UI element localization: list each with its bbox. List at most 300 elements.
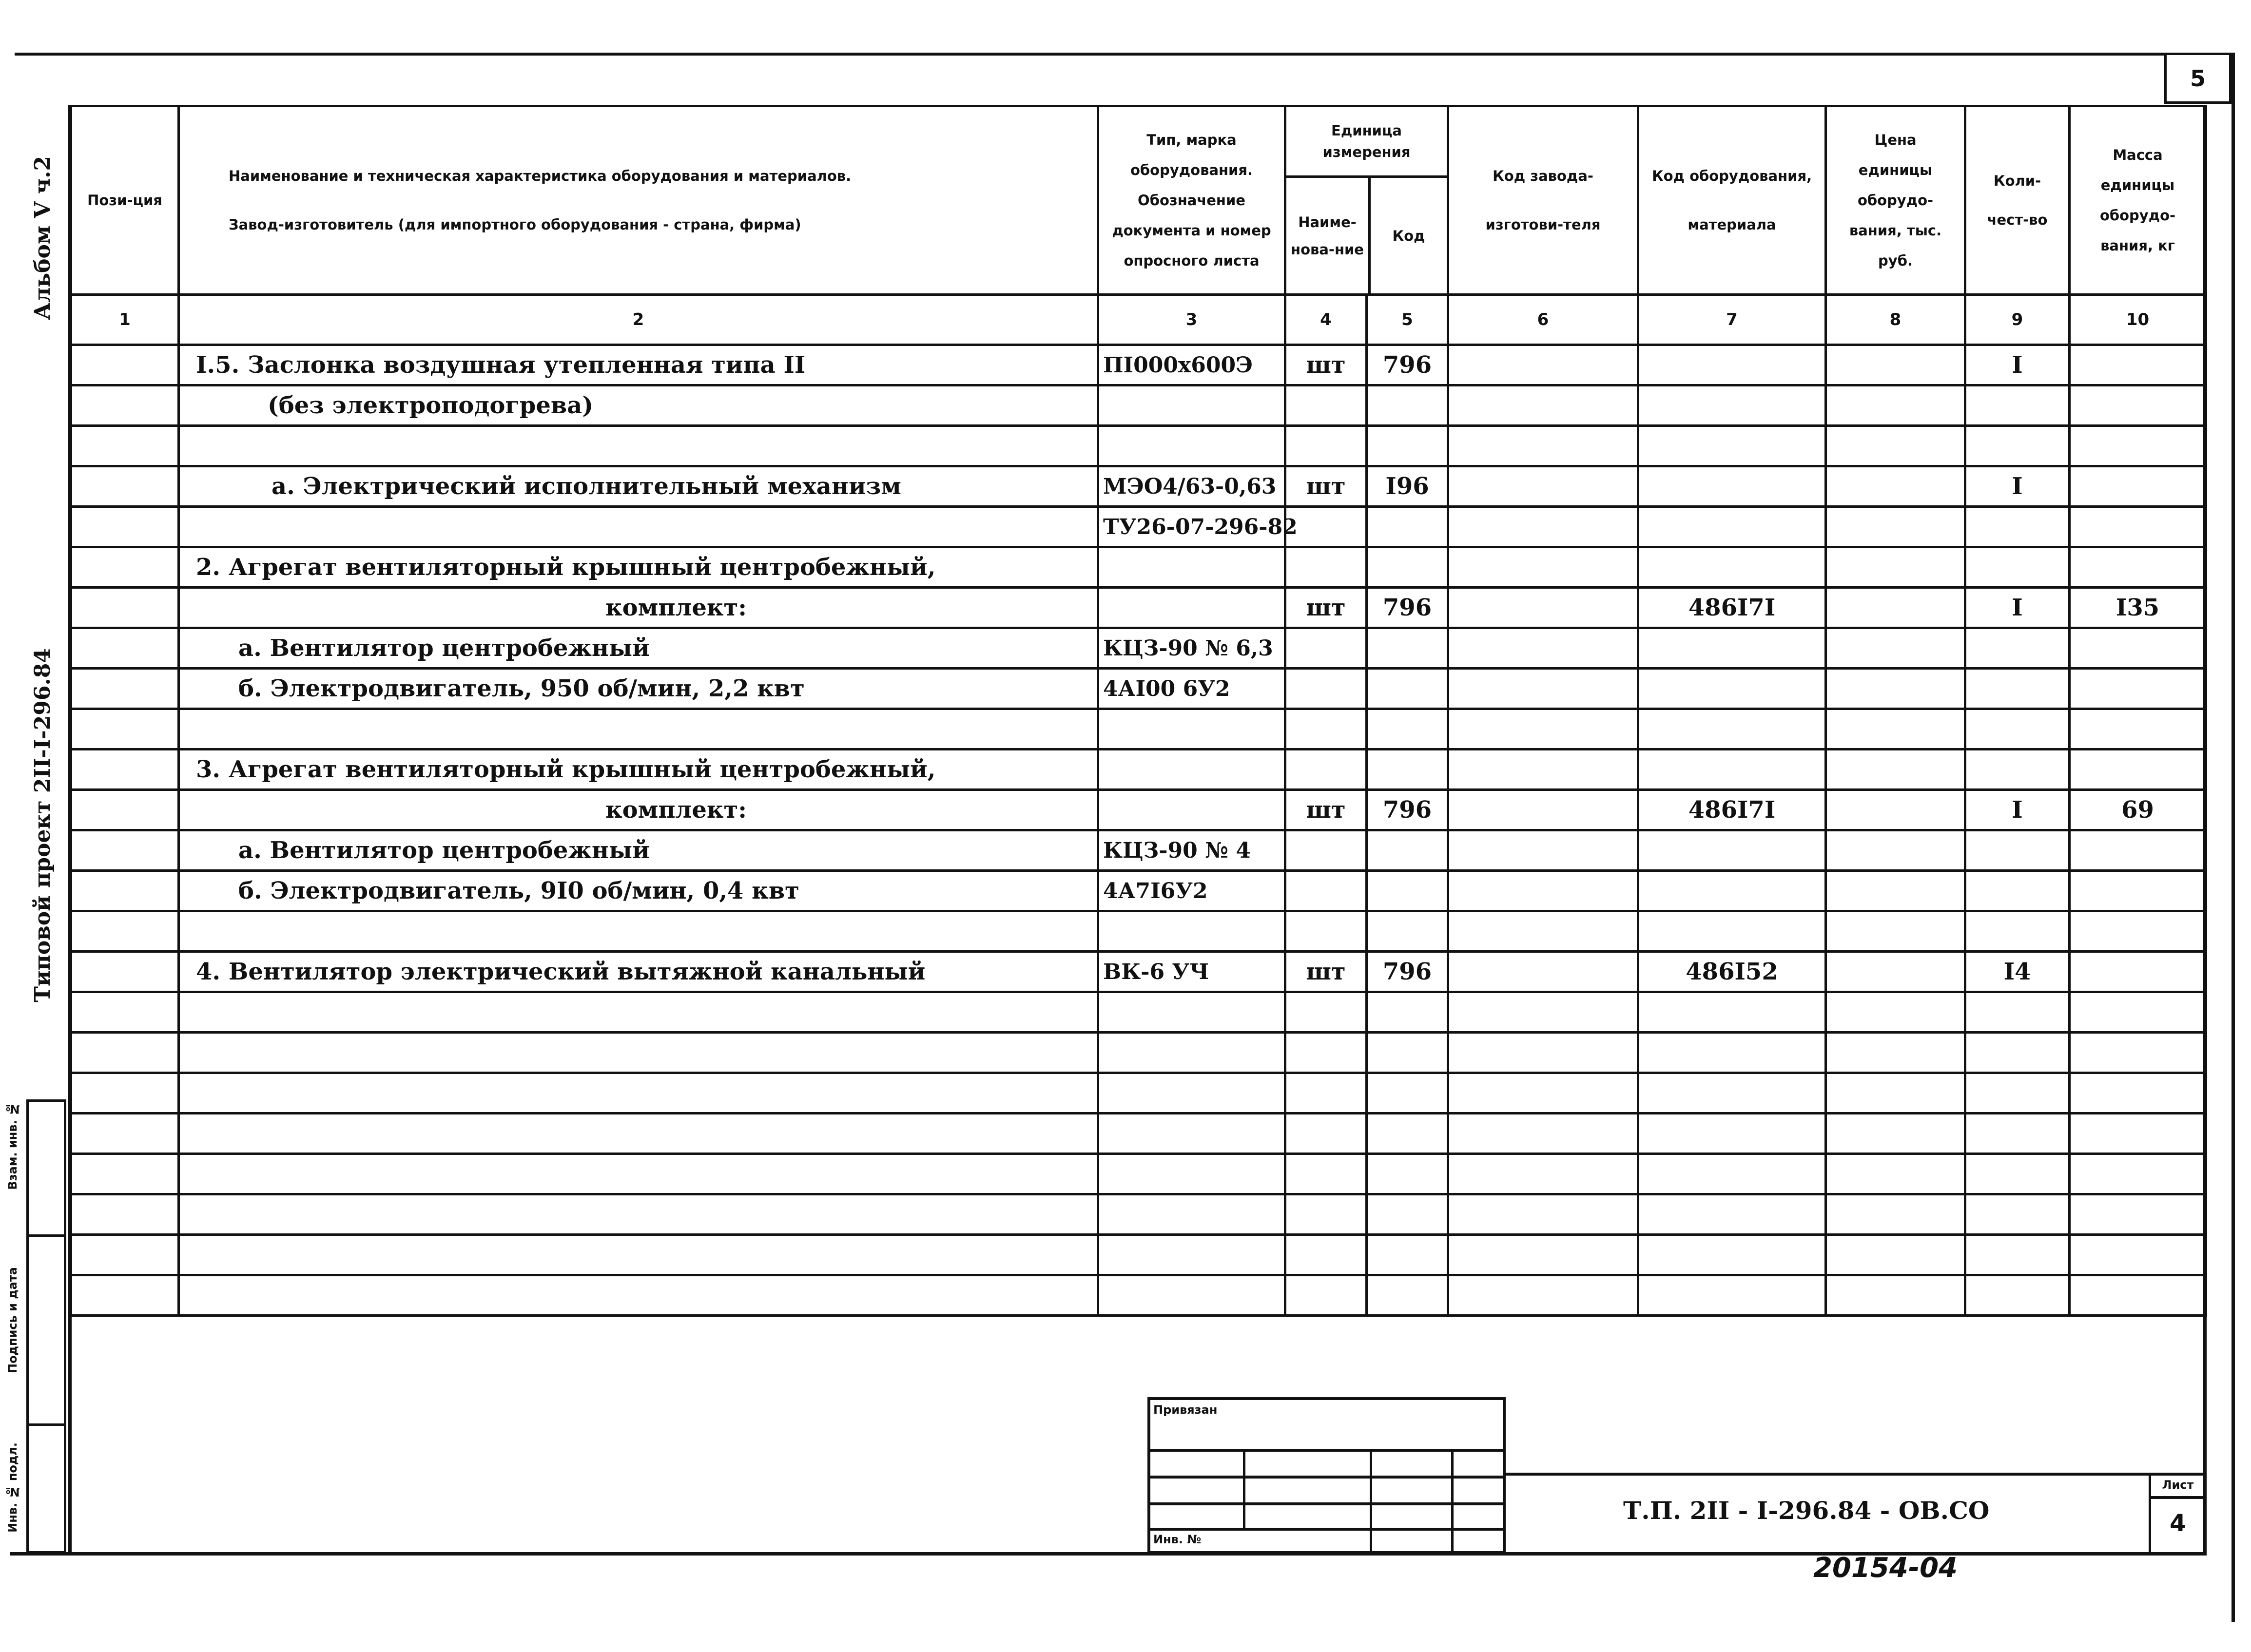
- cell-col-1: [71, 385, 179, 426]
- cell-col-7: [1638, 911, 1826, 952]
- column-number-row: [71, 295, 2206, 345]
- header-name-line1: Наименование и техническая характеристика оборудования и материалов.: [229, 168, 852, 184]
- table-row: [71, 1154, 2206, 1194]
- cell-col-2: б. Электродвигатель, 9I0 об/мин, 0,4 квт: [179, 871, 1098, 911]
- header-row: [71, 106, 2206, 295]
- column-number-2: 2: [179, 295, 1098, 345]
- cell-col-2: комплект:: [179, 790, 1098, 830]
- cell-col-10: [2070, 1194, 2206, 1235]
- cell-col-3: [1098, 1194, 1285, 1235]
- cell-col-3: [1098, 1073, 1285, 1114]
- cell-col-7: 486I7I: [1638, 588, 1826, 628]
- cell-col-5: [1367, 426, 1448, 466]
- cell-col-4: [1285, 830, 1367, 871]
- cell-col-6: [1448, 871, 1638, 911]
- cell-col-1: [71, 1154, 179, 1194]
- cell-col-9: I: [1965, 466, 2070, 507]
- column-number-5: 5: [1367, 295, 1448, 345]
- cell-col-8: [1826, 830, 1965, 871]
- column-number-1: 1: [71, 295, 179, 345]
- cell-col-4: [1285, 1235, 1367, 1275]
- cell-col-3: ПI000x600Э: [1098, 345, 1285, 385]
- cell-col-1: [71, 466, 179, 507]
- cell-col-4: [1285, 426, 1367, 466]
- cell-col-5: [1367, 911, 1448, 952]
- header-equipment-code: Код оборудования, материала: [1638, 106, 1826, 295]
- cell-col-1: [71, 911, 179, 952]
- cell-col-6: [1448, 709, 1638, 749]
- side-stamp-divider: [29, 1423, 64, 1426]
- cell-col-10: [2070, 1154, 2206, 1194]
- cell-col-10: [2070, 669, 2206, 709]
- cell-col-4: [1285, 871, 1367, 911]
- cell-col-4: [1285, 1114, 1367, 1154]
- cell-col-9: [1965, 1033, 2070, 1073]
- cell-col-8: [1826, 992, 1965, 1033]
- specification-table: [70, 105, 2207, 1317]
- cell-col-6: [1448, 749, 1638, 790]
- cell-col-2: І.5. Заслонка воздушная утепленная типа II: [179, 345, 1098, 385]
- cell-col-7: 486I7I: [1638, 790, 1826, 830]
- cell-col-10: [2070, 952, 2206, 992]
- column-number-4: 4: [1285, 295, 1367, 345]
- cell-col-8: [1826, 345, 1965, 385]
- cell-col-2: (без электроподогрева): [179, 385, 1098, 426]
- cell-col-1: [71, 952, 179, 992]
- cell-col-2: [179, 426, 1098, 466]
- cell-col-3: [1098, 709, 1285, 749]
- cell-col-9: [1965, 709, 2070, 749]
- table-row: [71, 952, 2206, 992]
- table-row: [71, 466, 2206, 507]
- cell-col-10: [2070, 1033, 2206, 1073]
- cell-col-8: [1826, 466, 1965, 507]
- sheet-number: 4: [2170, 1510, 2186, 1537]
- cell-col-1: [71, 790, 179, 830]
- cell-col-5: 796: [1367, 345, 1448, 385]
- cell-col-6: [1448, 790, 1638, 830]
- cell-col-2: комплект:: [179, 588, 1098, 628]
- column-number-9: 9: [1965, 295, 2070, 345]
- cell-col-5: [1367, 1033, 1448, 1073]
- inv-label: Инв. №: [1153, 1533, 1202, 1546]
- cell-col-2: а. Электрический исполнительный механизм: [179, 466, 1098, 507]
- header-unit-name: Наиме-нова-ние: [1286, 178, 1371, 293]
- table-row: [71, 790, 2206, 830]
- cell-col-6: [1448, 1073, 1638, 1114]
- cell-col-2: [179, 1275, 1098, 1316]
- bound-label: Привязан: [1153, 1403, 1218, 1417]
- header-manufacturer-code: Код завода-изготови-теля: [1448, 106, 1638, 295]
- cell-col-6: [1448, 426, 1638, 466]
- table-row: [71, 871, 2206, 911]
- cell-col-10: [2070, 709, 2206, 749]
- cell-col-3: [1098, 1114, 1285, 1154]
- cell-col-9: I: [1965, 588, 2070, 628]
- cell-col-7: [1638, 426, 1826, 466]
- cell-col-6: [1448, 830, 1638, 871]
- cell-col-6: [1448, 628, 1638, 669]
- cell-col-7: [1638, 830, 1826, 871]
- cell-col-7: [1638, 1235, 1826, 1275]
- cell-col-9: [1965, 1194, 2070, 1235]
- header-type: Тип, марка оборудования. Обозначение документа и номер опросного листа: [1098, 106, 1285, 295]
- cell-col-1: [71, 830, 179, 871]
- cell-col-7: [1638, 1275, 1826, 1316]
- cell-col-4: [1285, 1073, 1367, 1114]
- cell-col-5: I96: [1367, 466, 1448, 507]
- handwritten-number: 20154-04: [1813, 1552, 1958, 1584]
- cell-col-8: [1826, 911, 1965, 952]
- cell-col-3: [1098, 992, 1285, 1033]
- cell-col-5: 796: [1367, 588, 1448, 628]
- cell-col-10: [2070, 749, 2206, 790]
- cell-col-8: [1826, 1114, 1965, 1154]
- cell-col-6: [1448, 952, 1638, 992]
- cell-col-6: [1448, 588, 1638, 628]
- cell-col-9: I: [1965, 345, 2070, 385]
- cell-col-2: б. Электродвигатель, 950 об/мин, 2,2 квт: [179, 669, 1098, 709]
- bound-stamp-box: [1147, 1397, 1506, 1554]
- cell-col-7: [1638, 466, 1826, 507]
- cell-col-3: МЭО4/63-0,63: [1098, 466, 1285, 507]
- table-body: [71, 345, 2206, 1316]
- right-outer-line: [2232, 53, 2235, 1622]
- cell-col-10: [2070, 992, 2206, 1033]
- cell-col-4: [1285, 1033, 1367, 1073]
- cell-col-4: [1285, 709, 1367, 749]
- stamp-grid-line: [1150, 1528, 1503, 1531]
- cell-col-4: [1285, 669, 1367, 709]
- header-quantity: Коли-чест-во: [1965, 106, 2070, 295]
- cell-col-8: [1826, 1275, 1965, 1316]
- stamp-grid-line: [1150, 1502, 1503, 1505]
- cell-col-9: [1965, 749, 2070, 790]
- header-unit-group: [1285, 106, 1448, 295]
- stamp-grid-line: [1370, 1449, 1372, 1551]
- cell-col-1: [71, 345, 179, 385]
- cell-col-4: шт: [1285, 466, 1367, 507]
- cell-col-3: [1098, 790, 1285, 830]
- cell-col-8: [1826, 871, 1965, 911]
- table-row: [71, 1194, 2206, 1235]
- cell-col-6: [1448, 1275, 1638, 1316]
- cell-col-5: [1367, 669, 1448, 709]
- cell-col-3: КЦЗ-90 № 4: [1098, 830, 1285, 871]
- cell-col-4: [1285, 911, 1367, 952]
- cell-col-8: [1826, 749, 1965, 790]
- cell-col-2: [179, 1114, 1098, 1154]
- cell-col-9: [1965, 1114, 2070, 1154]
- cell-col-9: I: [1965, 790, 2070, 830]
- stamp-original-label: Инв. № подл.: [6, 1442, 19, 1533]
- table-row: [71, 507, 2206, 547]
- cell-col-8: [1826, 628, 1965, 669]
- column-number-3: 3: [1098, 295, 1285, 345]
- cell-col-10: 69: [2070, 790, 2206, 830]
- cell-col-2: [179, 911, 1098, 952]
- header-position: Пози-ция: [71, 106, 179, 295]
- cell-col-1: [71, 1194, 179, 1235]
- cell-col-9: [1965, 628, 2070, 669]
- cell-col-5: 796: [1367, 790, 1448, 830]
- cell-col-1: [71, 1235, 179, 1275]
- table-row: [71, 992, 2206, 1033]
- cell-col-4: [1285, 1194, 1367, 1235]
- column-number-8: 8: [1826, 295, 1965, 345]
- stamp-replace-label: Взам. инв. №: [6, 1102, 19, 1190]
- stamp-grid-line: [1150, 1449, 1503, 1452]
- cell-col-3: [1098, 1235, 1285, 1275]
- cell-col-5: [1367, 1073, 1448, 1114]
- table-row: [71, 669, 2206, 709]
- header-unit-title: Единица измерения: [1286, 107, 1447, 178]
- cell-col-8: [1826, 547, 1965, 588]
- cell-col-7: [1638, 1154, 1826, 1194]
- title-block-top-line: [1505, 1473, 2205, 1476]
- cell-col-6: [1448, 466, 1638, 507]
- cell-col-9: [1965, 1275, 2070, 1316]
- cell-col-4: шт: [1285, 952, 1367, 992]
- cell-col-7: [1638, 1033, 1826, 1073]
- cell-col-4: [1285, 992, 1367, 1033]
- table-row: [71, 749, 2206, 790]
- cell-col-4: [1285, 547, 1367, 588]
- cell-col-1: [71, 749, 179, 790]
- cell-col-2: [179, 507, 1098, 547]
- table-row: [71, 547, 2206, 588]
- cell-col-2: а. Вентилятор центробежный: [179, 830, 1098, 871]
- cell-col-8: [1826, 1235, 1965, 1275]
- corner-sheet-box: [2164, 53, 2232, 104]
- cell-col-2: [179, 992, 1098, 1033]
- cell-col-6: [1448, 992, 1638, 1033]
- cell-col-5: [1367, 385, 1448, 426]
- header-name: [179, 106, 1098, 295]
- cell-col-3: 4А7I6У2: [1098, 871, 1285, 911]
- cell-col-2: а. Вентилятор центробежный: [179, 628, 1098, 669]
- cell-col-10: [2070, 1073, 2206, 1114]
- table-row: [71, 1073, 2206, 1114]
- cell-col-2: 3. Агрегат вентиляторный крышный центробежный,: [179, 749, 1098, 790]
- cell-col-8: [1826, 669, 1965, 709]
- cell-col-6: [1448, 669, 1638, 709]
- table-row: [71, 426, 2206, 466]
- cell-col-7: [1638, 669, 1826, 709]
- cell-col-2: 2. Агрегат вентиляторный крышный центробежный,: [179, 547, 1098, 588]
- side-stamp-divider: [29, 1234, 64, 1237]
- cell-col-1: [71, 1073, 179, 1114]
- table-row: [71, 1033, 2206, 1073]
- table-row: [71, 345, 2206, 385]
- column-number-10: 10: [2070, 295, 2206, 345]
- cell-col-1: [71, 1275, 179, 1316]
- cell-col-1: [71, 1114, 179, 1154]
- header-mass: Масса единицы оборудо-вания, кг: [2070, 106, 2206, 295]
- cell-col-9: [1965, 385, 2070, 426]
- cell-col-9: [1965, 547, 2070, 588]
- cell-col-1: [71, 709, 179, 749]
- cell-col-8: [1826, 1033, 1965, 1073]
- cell-col-7: [1638, 1073, 1826, 1114]
- cell-col-10: [2070, 345, 2206, 385]
- top-frame-line: [15, 53, 2164, 56]
- cell-col-8: [1826, 1194, 1965, 1235]
- cell-col-3: [1098, 1275, 1285, 1316]
- side-stamp: [26, 1099, 66, 1554]
- cell-col-1: [71, 426, 179, 466]
- cell-col-3: [1098, 911, 1285, 952]
- cell-col-10: [2070, 507, 2206, 547]
- cell-col-8: [1826, 385, 1965, 426]
- cell-col-8: [1826, 1073, 1965, 1114]
- cell-col-9: [1965, 1154, 2070, 1194]
- cell-col-7: [1638, 385, 1826, 426]
- cell-col-3: [1098, 1033, 1285, 1073]
- cell-col-1: [71, 547, 179, 588]
- cell-col-6: [1448, 911, 1638, 952]
- cell-col-8: [1826, 952, 1965, 992]
- cell-col-10: I35: [2070, 588, 2206, 628]
- cell-col-6: [1448, 1194, 1638, 1235]
- cell-col-3: КЦЗ-90 № 6,3: [1098, 628, 1285, 669]
- header-unit-code: Код: [1392, 227, 1425, 244]
- stamp-signature-label: Подпись и дата: [6, 1267, 19, 1373]
- cell-col-5: [1367, 830, 1448, 871]
- table-row: [71, 385, 2206, 426]
- cell-col-1: [71, 588, 179, 628]
- cell-col-5: [1367, 507, 1448, 547]
- cell-col-10: [2070, 871, 2206, 911]
- table-row: [71, 1235, 2206, 1275]
- cell-col-4: [1285, 385, 1367, 426]
- cell-col-4: [1285, 628, 1367, 669]
- stamp-grid-line: [1451, 1449, 1454, 1551]
- cell-col-6: [1448, 385, 1638, 426]
- cell-col-10: [2070, 547, 2206, 588]
- cell-col-4: [1285, 1154, 1367, 1194]
- cell-col-9: [1965, 911, 2070, 952]
- cell-col-5: [1367, 1235, 1448, 1275]
- cell-col-10: [2070, 1275, 2206, 1316]
- cell-col-4: шт: [1285, 345, 1367, 385]
- cell-col-1: [71, 992, 179, 1033]
- sheet-label: Лист: [2151, 1474, 2205, 1499]
- cell-col-5: [1367, 547, 1448, 588]
- table-row: [71, 911, 2206, 952]
- cell-col-3: [1098, 749, 1285, 790]
- cell-col-10: [2070, 466, 2206, 507]
- cell-col-9: [1965, 1073, 2070, 1114]
- cell-col-1: [71, 507, 179, 547]
- cell-col-9: [1965, 1235, 2070, 1275]
- cell-col-3: 4АI00 6У2: [1098, 669, 1285, 709]
- cell-col-4: шт: [1285, 790, 1367, 830]
- cell-col-5: [1367, 871, 1448, 911]
- table-row: [71, 1275, 2206, 1316]
- cell-col-3: [1098, 1154, 1285, 1194]
- cell-col-10: [2070, 426, 2206, 466]
- cell-col-7: [1638, 1114, 1826, 1154]
- cell-col-7: [1638, 709, 1826, 749]
- cell-col-3: [1098, 426, 1285, 466]
- table-row: [71, 628, 2206, 669]
- header-name-line2: Завод-изготовитель (для импортного оборудования - страна, фирма): [229, 216, 801, 233]
- cell-col-4: шт: [1285, 588, 1367, 628]
- cell-col-3: ВК-6 УЧ: [1098, 952, 1285, 992]
- cell-col-2: [179, 709, 1098, 749]
- cell-col-6: [1448, 1235, 1638, 1275]
- cell-col-9: I4: [1965, 952, 2070, 992]
- cell-col-8: [1826, 507, 1965, 547]
- cell-col-10: [2070, 1235, 2206, 1275]
- cell-col-1: [71, 1033, 179, 1073]
- cell-col-9: [1965, 830, 2070, 871]
- stamp-grid-line: [1150, 1476, 1503, 1479]
- cell-col-10: [2070, 911, 2206, 952]
- cell-col-5: [1367, 709, 1448, 749]
- cell-col-6: [1448, 1154, 1638, 1194]
- cell-col-10: [2070, 628, 2206, 669]
- cell-col-7: [1638, 871, 1826, 911]
- cell-col-5: 796: [1367, 952, 1448, 992]
- cell-col-1: [71, 628, 179, 669]
- cell-col-8: [1826, 1154, 1965, 1194]
- cell-col-8: [1826, 426, 1965, 466]
- cell-col-8: [1826, 588, 1965, 628]
- column-number-6: 6: [1448, 295, 1638, 345]
- cell-col-10: [2070, 1114, 2206, 1154]
- cell-col-2: [179, 1194, 1098, 1235]
- cell-col-8: [1826, 709, 1965, 749]
- column-number-7: 7: [1638, 295, 1826, 345]
- cell-col-6: [1448, 1033, 1638, 1073]
- cell-col-5: [1367, 628, 1448, 669]
- cell-col-6: [1448, 345, 1638, 385]
- cell-col-3: [1098, 385, 1285, 426]
- header-price: Цена единицы оборудо-вания, тыс. руб.: [1826, 106, 1965, 295]
- cell-col-4: [1285, 1275, 1367, 1316]
- cell-col-1: [71, 669, 179, 709]
- side-project-label: Типовой проект 2II-I-296.84: [30, 648, 55, 1002]
- table-row: [71, 588, 2206, 628]
- table-row: [71, 1114, 2206, 1154]
- cell-col-5: [1367, 1194, 1448, 1235]
- cell-col-2: [179, 1235, 1098, 1275]
- cell-col-3: ТУ26-07-296-82: [1098, 507, 1285, 547]
- cell-col-7: [1638, 507, 1826, 547]
- cell-col-5: [1367, 749, 1448, 790]
- cell-col-2: [179, 1154, 1098, 1194]
- table-row: [71, 830, 2206, 871]
- cell-col-9: [1965, 992, 2070, 1033]
- cell-col-3: [1098, 547, 1285, 588]
- cell-col-10: [2070, 830, 2206, 871]
- cell-col-7: [1638, 1194, 1826, 1235]
- cell-col-5: [1367, 1275, 1448, 1316]
- cell-col-2: 4. Вентилятор электрический вытяжной канальный: [179, 952, 1098, 992]
- cell-col-9: [1965, 507, 2070, 547]
- cell-col-9: [1965, 669, 2070, 709]
- cell-col-4: [1285, 749, 1367, 790]
- document-code: Т.П. 2II - I-296.84 - ОВ.СО: [1623, 1496, 1990, 1525]
- cell-col-7: [1638, 547, 1826, 588]
- cell-col-5: [1367, 1114, 1448, 1154]
- cell-col-7: [1638, 345, 1826, 385]
- sheet-box: [2149, 1474, 2205, 1554]
- cell-col-9: [1965, 871, 2070, 911]
- cell-col-3: [1098, 588, 1285, 628]
